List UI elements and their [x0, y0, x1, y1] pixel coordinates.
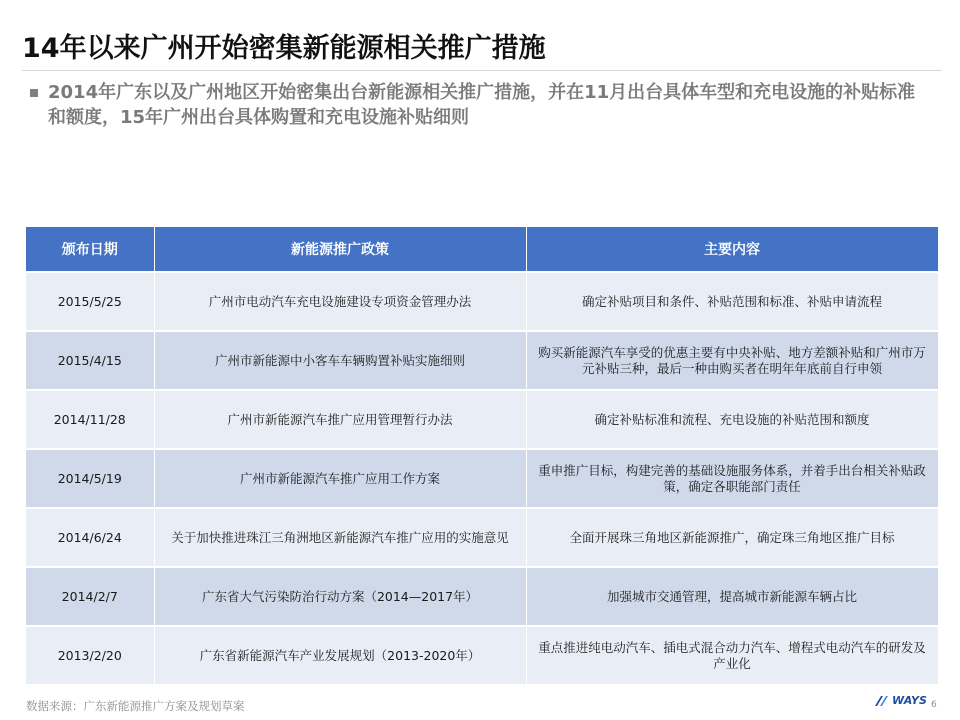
header-policy: 新能源推广政策: [154, 227, 526, 272]
cell-date: 2014/11/28: [26, 390, 154, 449]
cell-policy: 广州市新能源汽车推广应用管理暂行办法: [154, 390, 526, 449]
data-source-note: 数据来源：广东新能源推广方案及规划草案: [26, 699, 245, 713]
table-row: [26, 626, 938, 685]
table-header-row: [26, 227, 938, 272]
cell-content: 确定补贴项目和条件、补贴范围和标准、补贴申请流程: [526, 272, 938, 331]
table-row: [26, 567, 938, 626]
page-number: 6: [931, 700, 937, 710]
cell-policy: 广州市新能源中小客车车辆购置补贴实施细则: [154, 331, 526, 390]
table-row: [26, 508, 938, 567]
table-row: [26, 331, 938, 390]
cell-policy: 广东省新能源汽车产业发展规划（2013-2020年）: [154, 626, 526, 685]
bullet-square-icon: [30, 89, 38, 97]
cell-date: 2013/2/20: [26, 626, 154, 685]
cell-content: 购买新能源汽车享受的优惠主要有中央补贴、地方差额补贴和广州市万元补贴三种，最后一种由购买者在明年年底前自行申领: [526, 331, 938, 390]
header-content: 主要内容: [526, 227, 938, 272]
policy-table: [26, 227, 939, 686]
page-title: 14年以来广州开始密集新能源相关推广措施: [22, 33, 546, 64]
cell-content: 全面开展珠三角地区新能源推广，确定珠三角地区推广目标: [526, 508, 938, 567]
table-row: [26, 390, 938, 449]
table-row: [26, 272, 938, 331]
summary-text: 2014年广东以及广州地区开始密集出台新能源相关推广措施，并在11月出台具体车型和充电设施的补贴标准和额度，15年广州出台具体购置和充电设施补贴细则: [48, 82, 916, 128]
ways-logo: [874, 694, 927, 707]
cell-content: 重点推进纯电动汽车、插电式混合动力汽车、增程式电动汽车的研发及产业化: [526, 626, 938, 685]
cell-date: 2014/2/7: [26, 567, 154, 626]
cell-date: 2015/5/25: [26, 272, 154, 331]
cell-policy: 关于加快推进珠江三角洲地区新能源汽车推广应用的实施意见: [154, 508, 526, 567]
title-divider: [22, 70, 942, 71]
cell-content: 加强城市交通管理，提高城市新能源车辆占比: [526, 567, 938, 626]
cell-date: 2014/6/24: [26, 508, 154, 567]
cell-policy: 广东省大气污染防治行动方案（2014—2017年）: [154, 567, 526, 626]
ways-logo-icon: [874, 695, 890, 707]
header-date: 颁布日期: [26, 227, 154, 272]
cell-policy: 广州市电动汽车充电设施建设专项资金管理办法: [154, 272, 526, 331]
cell-content: 确定补贴标准和流程、充电设施的补贴范围和额度: [526, 390, 938, 449]
summary-bullet: [30, 80, 930, 130]
table-row: [26, 449, 938, 508]
cell-date: 2015/4/15: [26, 331, 154, 390]
cell-policy: 广州市新能源汽车推广应用工作方案: [154, 449, 526, 508]
ways-logo-text: WAYS: [892, 694, 927, 707]
cell-date: 2014/5/19: [26, 449, 154, 508]
cell-content: 重申推广目标，构建完善的基础设施服务体系，并着手出台相关补贴政策，确定各职能部门责任: [526, 449, 938, 508]
